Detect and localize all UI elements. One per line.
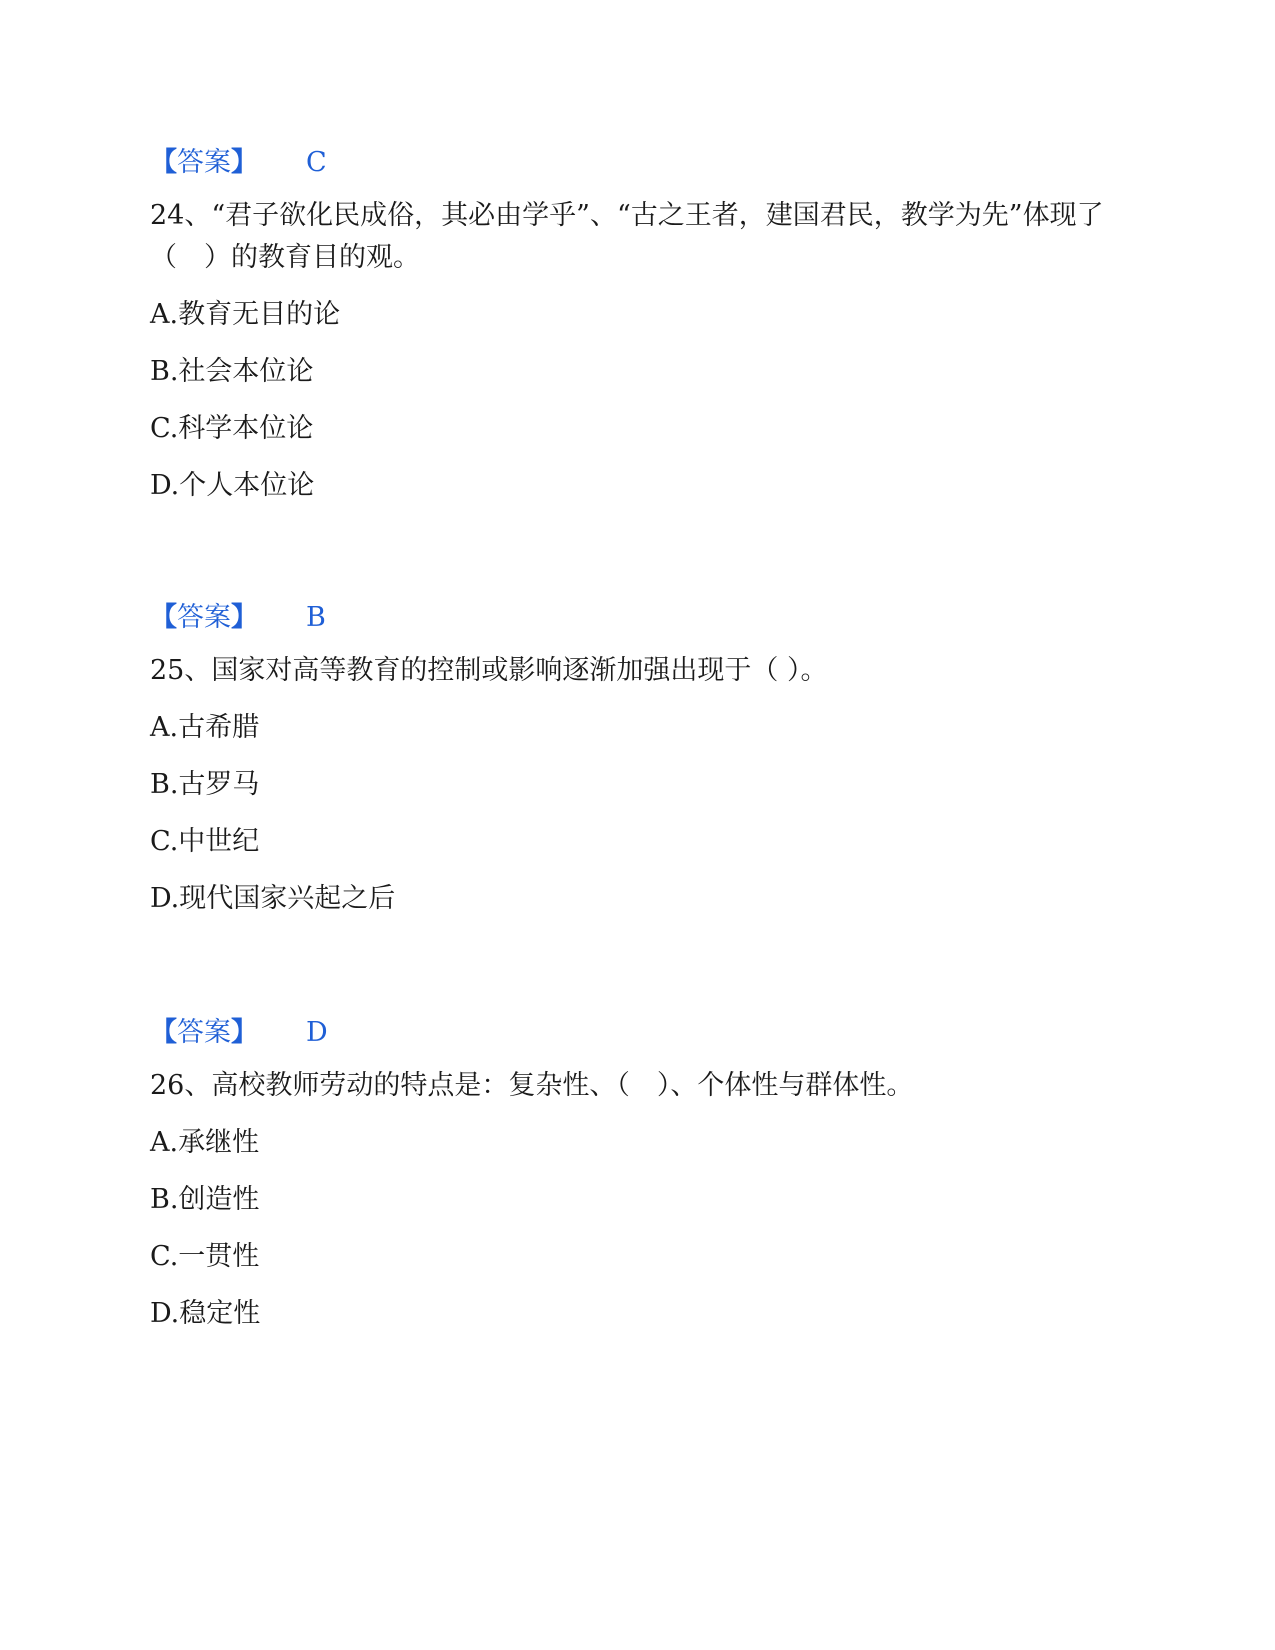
answer-line [150, 1015, 1130, 1051]
option-c: C.一贯性 [150, 1241, 260, 1272]
option-c: C.科学本位论 [150, 413, 314, 444]
option-d: D.稳定性 [150, 1298, 261, 1329]
question-block-26 [150, 1015, 1130, 1335]
answer-bracket-open: 【 [150, 147, 177, 178]
question-block-25 [150, 600, 1130, 920]
option-b: B.创造性 [150, 1184, 260, 1215]
option-b: B.社会本位论 [150, 356, 314, 387]
answer-value: B [306, 602, 326, 633]
option-d: D.现代国家兴起之后 [150, 883, 396, 914]
answer-label: 答案 [177, 147, 231, 178]
answer-bracket-open: 【 [150, 602, 177, 633]
question-block-24 [150, 145, 1130, 507]
answer-bracket-close: 】 [231, 147, 258, 178]
answer-value: C [306, 147, 327, 178]
answer-bracket-close: 】 [231, 1017, 258, 1048]
option-b: B.古罗马 [150, 769, 260, 800]
question-text: 24、“君子欲化民成俗，其必由学乎”、“古之王者，建国君民，教学为先”体现了（ ）的教育目的观。 [150, 200, 1104, 273]
option-c: C.中世纪 [150, 826, 260, 857]
answer-line [150, 600, 1130, 636]
answer-line [150, 145, 1130, 181]
answer-bracket-close: 】 [231, 602, 258, 633]
answer-label: 答案 [177, 602, 231, 633]
answer-bracket-open: 【 [150, 1017, 177, 1048]
question-text: 25、国家对高等教育的控制或影响逐渐加强出现于（ ）。 [150, 655, 828, 686]
option-d: D.个人本位论 [150, 470, 315, 501]
option-a: A.承继性 [150, 1127, 260, 1158]
answer-value: D [306, 1017, 328, 1048]
option-a: A.教育无目的论 [150, 299, 341, 330]
option-a: A.古希腊 [150, 712, 260, 743]
question-text: 26、高校教师劳动的特点是：复杂性、（ ）、个体性与群体性。 [150, 1070, 914, 1101]
answer-label: 答案 [177, 1017, 231, 1048]
